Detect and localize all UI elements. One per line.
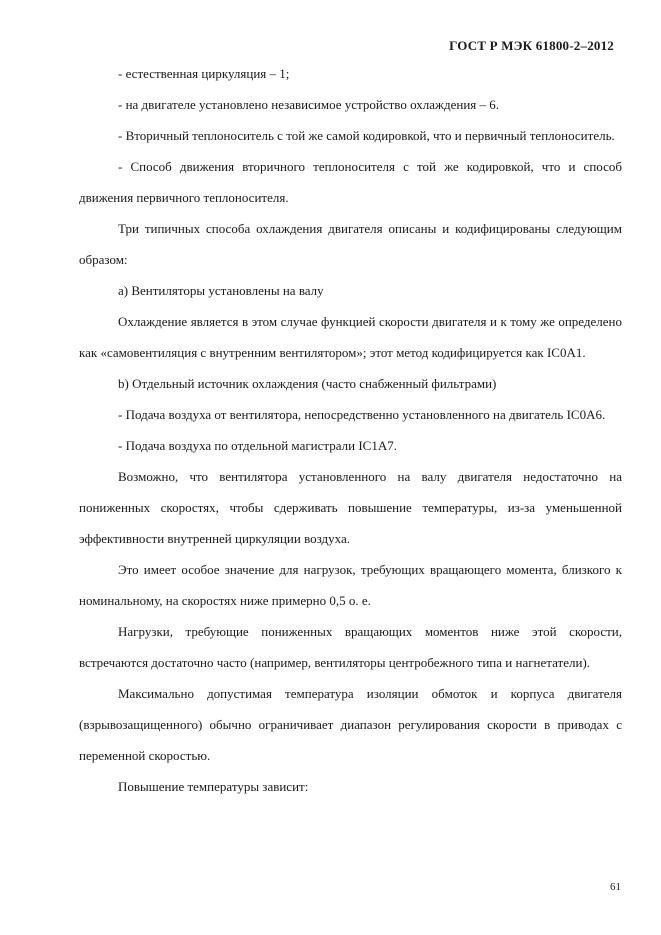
- paragraph-fan-air-supply: - Подача воздуха от вентилятора, непосредственно установленного на двигатель IC0A6.: [118, 407, 606, 422]
- document-header: ГОСТ Р МЭК 61800-2–2012: [449, 38, 614, 53]
- paragraph-item-b: b) Отдельный источник охлаждения (часто снабженный фильтрами): [118, 376, 497, 391]
- paragraph-separate-duct: - Подача воздуха по отдельной магистрали IC1A7.: [118, 438, 397, 453]
- paragraph-independent-cooling: - на двигателе установлено независимое устройство охлаждения – 6.: [118, 97, 500, 112]
- paragraph-reduced-torque-loads: Нагрузки, требующие пониженных вращающих моментов ниже этой скорости, встречаются достаточно часто (например, вентиляторы центробежного типа и нагнетатели).: [79, 624, 622, 670]
- page-number: 61: [610, 881, 621, 893]
- paragraph-nominal-torque: Это имеет особое значение для нагрузок, требующих вращающего момента, близкого к номинальному, на скоростях ниже примерно 0,5 о. е.: [79, 562, 622, 608]
- paragraph-insulation-temperature: Максимально допустимая температура изоляции обмоток и корпуса двигателя (взрывозащищенного) обычно ограничивает диапазон регулирования скорости в приводах с переменной скоростью.: [79, 686, 622, 763]
- paragraph-self-ventilation: Охлаждение является в этом случае функцией скорости двигателя и к тому же определено как «самовентиляция с внутренним вентилятором»; этот метод кодифицируется как IC0A1.: [79, 314, 622, 360]
- paragraph-three-methods: Три типичных способа охлаждения двигателя описаны и кодифицированы следующим образом:: [79, 221, 622, 267]
- paragraph-secondary-coolant-movement: - Способ движения вторичного теплоносителя с той же кодировкой, что и способ движения первичного теплоносителя.: [79, 159, 622, 205]
- paragraph-secondary-coolant: - Вторичный теплоноситель с той же самой кодировкой, что и первичный теплоноситель.: [118, 128, 615, 143]
- paragraph-low-speed-fan: Возможно, что вентилятора установленного на валу двигателя недостаточно на пониженных скоростях, чтобы сдерживать повышение температуры, из-за уменьшенной эффективности внутренней циркуляции воздуха.: [79, 469, 622, 546]
- paragraph-natural-circulation: - естественная циркуляция – 1;: [118, 66, 290, 81]
- document-body: [79, 58, 622, 802]
- paragraph-temperature-rise: Повышение температуры зависит:: [118, 779, 309, 794]
- paragraph-item-a: a) Вентиляторы установлены на валу: [118, 283, 324, 298]
